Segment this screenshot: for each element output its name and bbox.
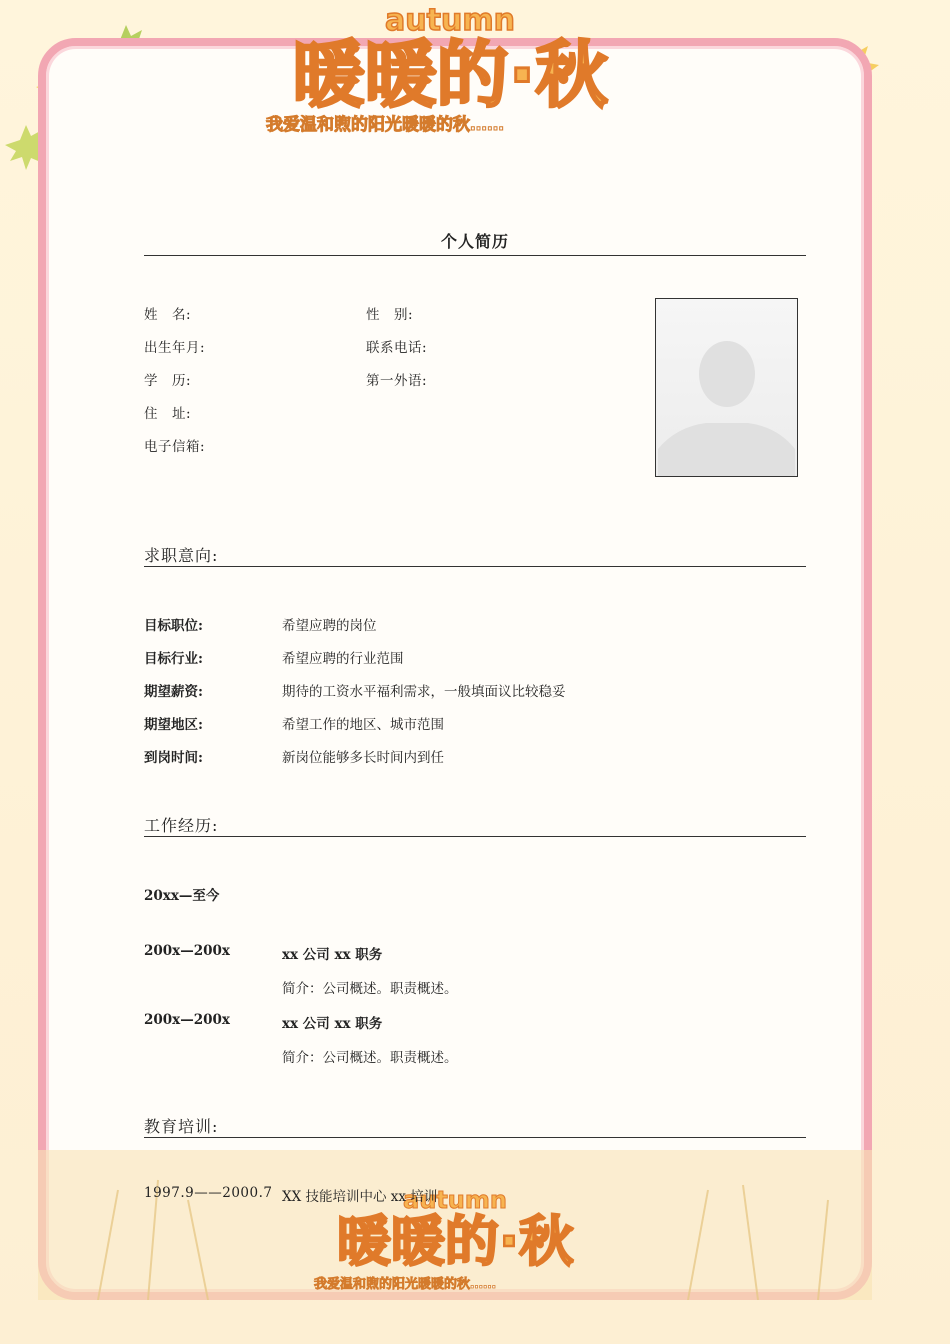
logo-text: 暖暖的·秋 [292,33,608,117]
email-label: 电子信箱: [144,439,206,455]
autumn-logo-top [215,0,685,195]
pink-page-frame [38,38,872,1300]
current-period: 20xx—至今 [144,888,220,904]
expected-region-value: 希望工作的地区、城市范围 [282,717,444,733]
logo-word: autumn [385,3,515,38]
section-rule [144,566,806,567]
birth-label: 出生年月: [144,340,206,356]
title-rule [144,255,806,256]
expected-region-label: 期望地区: [144,717,203,733]
education-period: 1997.9——2000.7 [144,1185,273,1201]
work-period: 200x—200x [144,943,230,959]
logo-word: autumn [403,1186,507,1214]
target-position-label: 目标职位: [144,618,203,634]
section-rule [144,836,806,837]
job-intention-heading: 求职意向: [144,546,219,565]
name-label: 姓 名: [144,307,192,323]
education-description: XX 技能培训中心 xx 培训 [282,1189,438,1205]
resume-title: 个人简历 [440,232,509,251]
work-title: xx 公司 xx 职务 [282,947,383,963]
work-description: 简介：公司概述。职责概述。 [282,1050,458,1066]
logo-text: 暖暖的·秋 [336,1210,574,1273]
address-label: 住 址: [144,406,192,422]
work-description: 简介：公司概述。职责概述。 [282,981,458,997]
expected-salary-value: 期待的工资水平福利需求，一般填面议比较稳妥 [282,684,566,700]
education-label: 学 历: [144,373,192,389]
target-industry-label: 目标行业: [144,651,203,667]
logo-slogan: 我爱温和煦的阳光暖暖的秋…… [266,115,504,135]
logo-slogan: 我爱温和煦的阳光暖暖的秋…… [313,1277,497,1292]
work-experience-heading: 工作经历: [144,816,219,835]
expected-salary-label: 期望薪资: [144,684,203,700]
target-industry-value: 希望应聘的行业范围 [282,651,404,667]
section-rule [144,1137,806,1138]
person-silhouette-icon [656,299,797,476]
target-position-value: 希望应聘的岗位 [282,618,377,634]
language-label: 第一外语: [366,373,428,389]
education-heading: 教育培训: [144,1117,219,1136]
start-time-value: 新岗位能够多长时间内到任 [282,750,444,766]
phone-label: 联系电话: [366,340,428,356]
gender-label: 性 别: [366,307,414,323]
work-title: xx 公司 xx 职务 [282,1016,383,1032]
work-period: 200x—200x [144,1012,230,1028]
photo-placeholder[interactable] [655,298,798,477]
start-time-label: 到岗时间: [144,750,203,766]
